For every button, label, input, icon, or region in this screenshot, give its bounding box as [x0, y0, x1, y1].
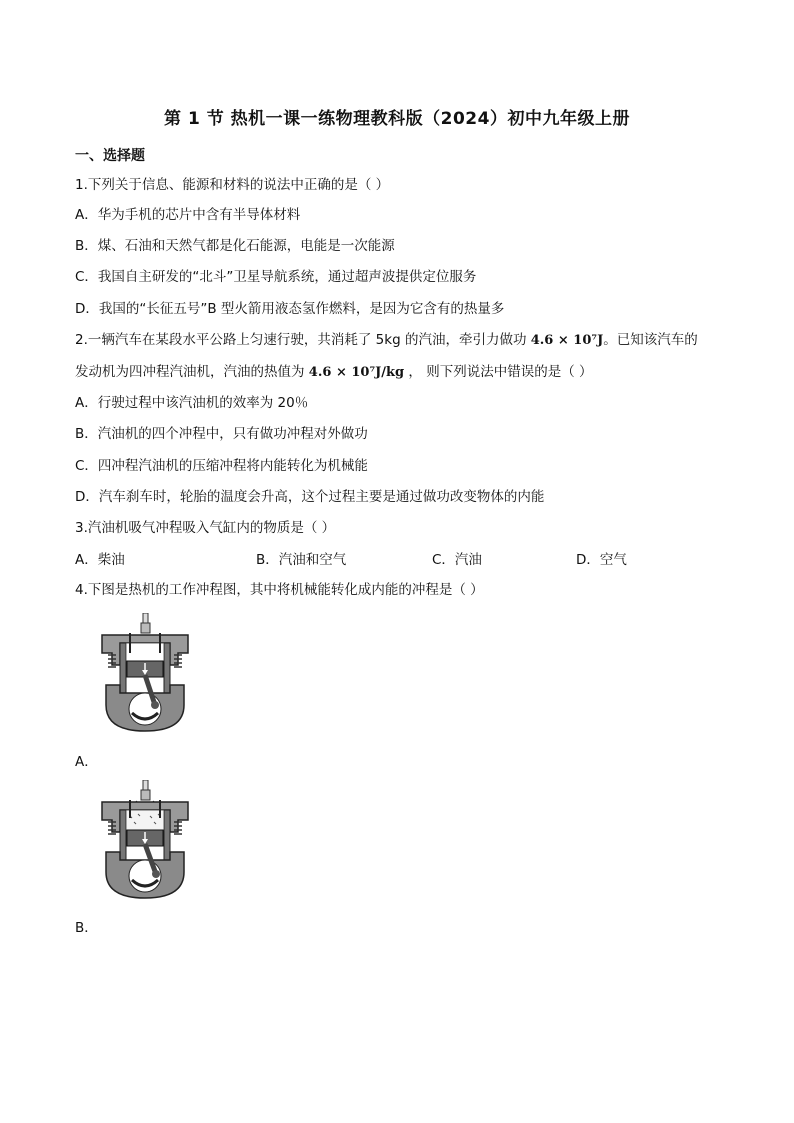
q1-option-a: A．华为手机的芯片中含有半导体材料: [75, 207, 301, 223]
q1-option-d: D．我国的“长征五号”B 型火箭用液态氢作燃料，是因为它含有的热量多: [75, 301, 505, 317]
q1-stem: 1.下列关于信息、能源和材料的说法中正确的是（ ）: [75, 177, 390, 193]
q2-stem-line1: [75, 330, 698, 351]
q2-stem-text: 2.一辆汽车在某段水平公路上匀速行驶，共消耗了 5kg 的汽油，牵引力做功: [75, 332, 531, 348]
section-heading: 一、选择题: [75, 148, 145, 164]
q4-stem: 4.下图是热机的工作冲程图，其中将机械能转化成内能的冲程是（ ）: [75, 582, 484, 598]
page-title: 第 1 节 热机一课一练物理教科版（2024）初中九年级上册: [164, 109, 630, 129]
q2-stem-text: ， 则下列说法中错误的是（ ）: [404, 364, 593, 380]
engine-diagram-a: [100, 613, 190, 733]
q3-option-b: B．汽油和空气: [256, 552, 347, 568]
q3-option-d: D．空气: [576, 552, 627, 568]
q2-work-formula: 4.6 × 10⁷J: [530, 333, 604, 348]
q2-option-b: B．汽油机的四个冲程中，只有做功冲程对外做功: [75, 426, 368, 442]
q2-option-d: D．汽车刹车时，轮胎的温度会升高，这个过程主要是通过做功改变物体的内能: [75, 489, 545, 505]
q2-heat-formula: 4.6 × 10⁷J/kg: [308, 365, 405, 380]
q3-option-c: C．汽油: [432, 552, 482, 568]
q1-option-c: C．我国自主研发的“北斗”卫星导航系统，通过超声波提供定位服务: [75, 269, 477, 285]
q4-option-b: B．: [75, 920, 98, 936]
q2-stem-line2: [75, 362, 593, 383]
q3-option-a: A．柴油: [75, 552, 125, 568]
q3-stem: 3.汽油机吸气冲程吸入气缸内的物质是（ ）: [75, 520, 336, 536]
q2-option-a: A．行驶过程中该汽油机的效率为 20％: [75, 395, 309, 411]
q4-option-a: A．: [75, 754, 98, 770]
q2-stem-text: 。已知该汽车的: [603, 332, 698, 348]
q2-stem-text: 发动机为四冲程汽油机，汽油的热值为: [75, 364, 309, 380]
q2-option-c: C．四冲程汽油机的压缩冲程将内能转化为机械能: [75, 458, 368, 474]
q1-option-b: B．煤、石油和天然气都是化石能源，电能是一次能源: [75, 238, 395, 254]
engine-diagram-b: [100, 780, 190, 900]
